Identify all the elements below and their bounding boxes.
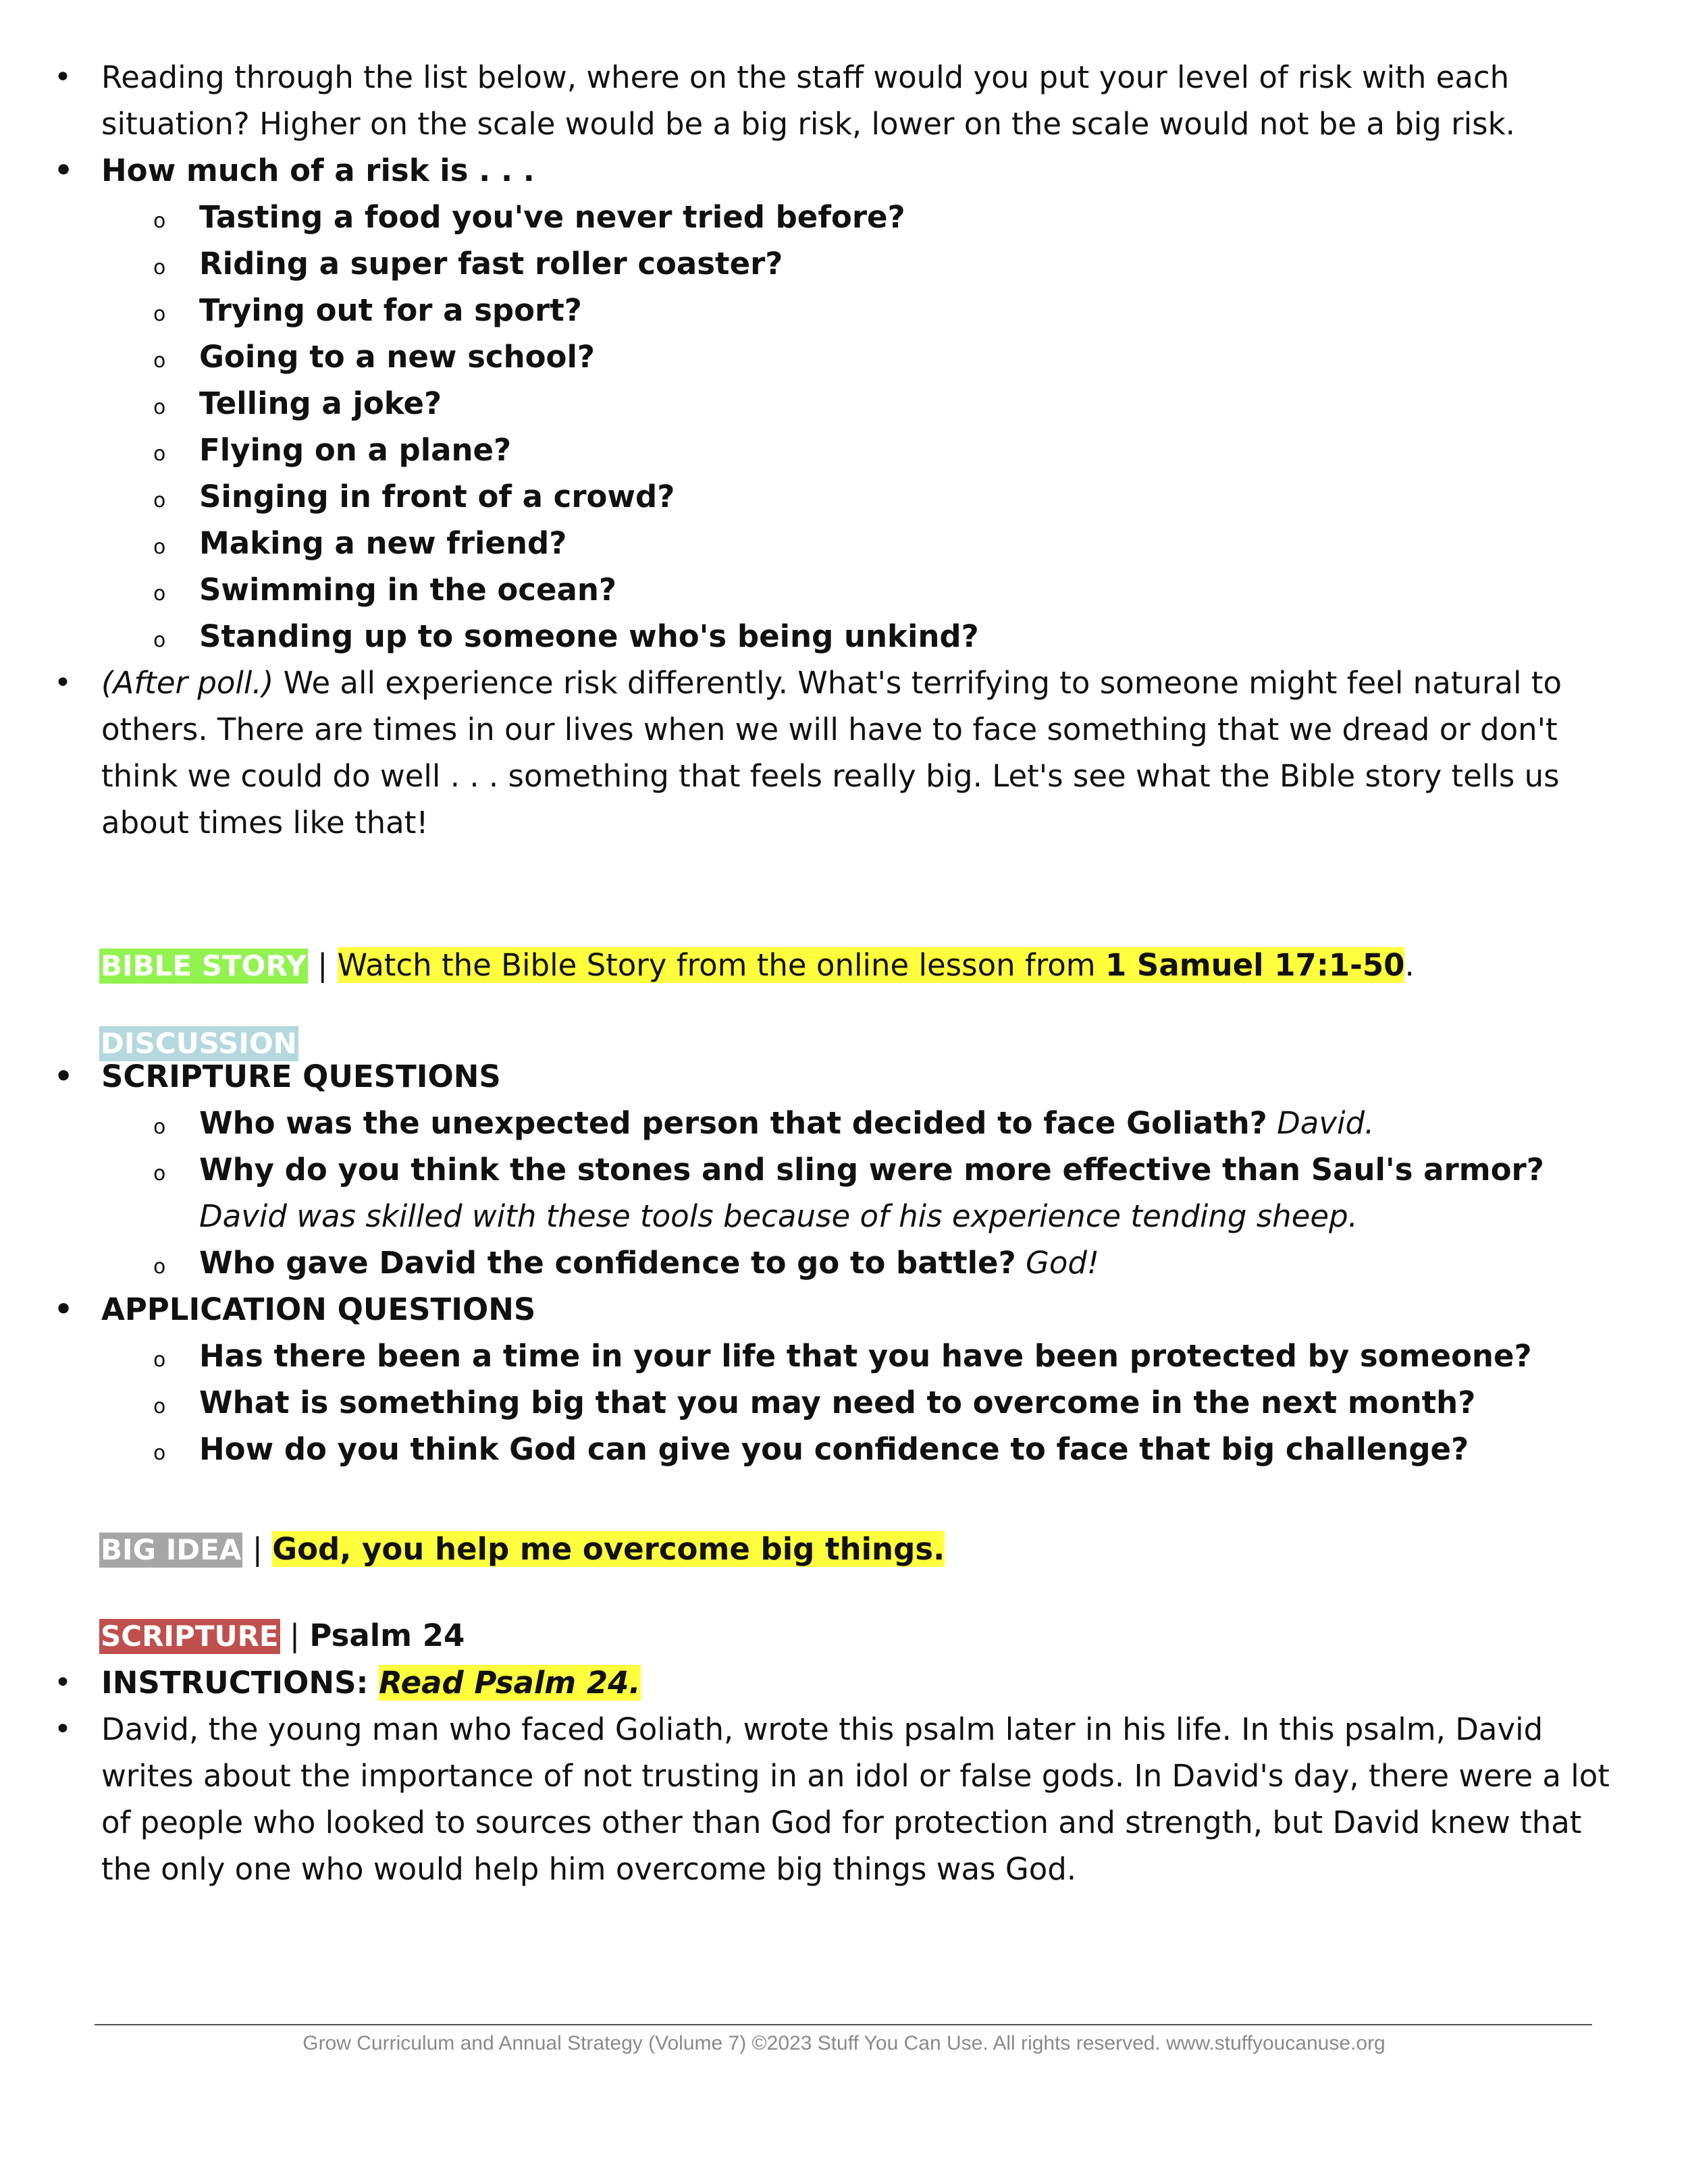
application-question: o How do you think God can give you confidence to face that big challenge? bbox=[0, 1426, 1620, 1472]
scripture-question: o Who gave David the confidence to go to battle? God! bbox=[0, 1240, 1620, 1286]
discussion-label: DISCUSSION bbox=[101, 1027, 297, 1060]
after-poll-bullet: • (After poll.) We all experience risk differently. What's terrifying to someone might feel natural to others. There are times in our lives when we will have to face something that we dread or don't think we could do well . . . something that feels really big. Let's see what the Bible story tells us about times like that! bbox=[0, 660, 1612, 846]
risk-item: o Trying out for a sport? bbox=[0, 287, 1612, 334]
risk-item: o Standing up to someone who's being unkind? bbox=[0, 613, 1612, 660]
risk-item: o Flying on a plane? bbox=[0, 427, 1612, 473]
application-question: o What is something big that you may need to overcome in the next month? bbox=[0, 1379, 1620, 1426]
scripture-reference: Psalm 24 bbox=[309, 1618, 465, 1653]
scripture-line: SCRIPTURE | Psalm 24 bbox=[101, 1618, 465, 1653]
intro-section bbox=[99, 54, 1612, 846]
big-idea-label: BIG IDEA bbox=[101, 1533, 242, 1566]
scripture-paragraph: • David, the young man who faced Goliath, wrote this psalm later in his life. In this psalm, David writes about the importance of not trusting in an idol or false gods. In David's day, there were a lot of people who looked to sources other than God for protection and strength, but David knew that the only one who would help him overcome big things was God. bbox=[0, 1706, 1620, 1892]
risk-item: o Swimming in the ocean? bbox=[0, 566, 1612, 613]
risk-list bbox=[0, 194, 1612, 660]
risk-item: o Riding a super fast roller coaster? bbox=[0, 240, 1612, 287]
scripture-questions-bullet: • SCRIPTURE QUESTIONS o Who was the unexpected person that decided to face Goliath? David. o Why do you think the stones and sling were more effective than Saul's armor? David was skilled with these tools because of his experience tending sheep. o Who gave David the confidence to go to battle? God! bbox=[0, 1053, 1620, 1286]
application-questions-bullet: • APPLICATION QUESTIONS o Has there been a time in your life that you have been protected by someone? o What is something big that you may need to overcome in the next month? o How do you think God can give you confidence to face that big challenge? bbox=[0, 1286, 1620, 1472]
big-idea-line: BIG IDEA | God, you help me overcome big things. bbox=[101, 1531, 945, 1567]
discussion-section bbox=[0, 1053, 1620, 1472]
footer-divider bbox=[95, 2024, 1592, 2025]
risk-item: o Going to a new school? bbox=[0, 334, 1612, 380]
scripture-section bbox=[0, 1659, 1620, 1892]
bible-story-label: BIBLE STORY bbox=[101, 949, 307, 982]
bible-story-line: BIBLE STORY | Watch the Bible Story from the online lesson from 1 Samuel 17:1-50. bbox=[101, 947, 1415, 983]
instructions-bullet: • INSTRUCTIONS: Read Psalm 24. bbox=[0, 1659, 1620, 1706]
risk-item: o Telling a joke? bbox=[0, 380, 1612, 427]
bible-story-instruction: Watch the Bible Story from the online lesson from 1 Samuel 17:1-50 bbox=[337, 947, 1405, 983]
instructions-text: Read Psalm 24. bbox=[379, 1665, 641, 1701]
scripture-label: SCRIPTURE bbox=[101, 1620, 279, 1653]
big-idea-text: God, you help me overcome big things. bbox=[272, 1531, 945, 1567]
risk-item: o Tasting a food you've never tried before? bbox=[0, 194, 1612, 240]
scripture-question: o Why do you think the stones and sling were more effective than Saul's armor? David was skilled with these tools because of his experience tending sheep. bbox=[0, 1146, 1620, 1240]
risk-question-bullet: • How much of a risk is . . . o Tasting a food you've never tried before? o Riding a super fast roller coaster? o Trying out for a sport? o Going to a new school? o Telling a joke? o Flying on a plane? o Singing in front of a crowd? o Making a new friend? o Swimming in the ocean? o Standing up to someone who's being unkind? bbox=[0, 147, 1612, 660]
intro-bullet: • Reading through the list below, where on the staff would you put your level of risk with each situation? Higher on the scale would be a big risk, lower on the scale would not be a big risk. bbox=[0, 54, 1612, 147]
footer-copyright: Grow Curriculum and Annual Strategy (Volume 7) ©2023 Stuff You Can Use. All rights reserved. www.stuffyoucanuse.org bbox=[302, 2032, 1386, 2054]
application-question: o Has there been a time in your life that you have been protected by someone? bbox=[0, 1333, 1620, 1379]
risk-item: o Making a new friend? bbox=[0, 520, 1612, 566]
risk-item: o Singing in front of a crowd? bbox=[0, 473, 1612, 520]
bible-story-reference: 1 Samuel 17:1-50 bbox=[1105, 947, 1405, 983]
scripture-question: o Who was the unexpected person that decided to face Goliath? David. bbox=[0, 1100, 1620, 1146]
